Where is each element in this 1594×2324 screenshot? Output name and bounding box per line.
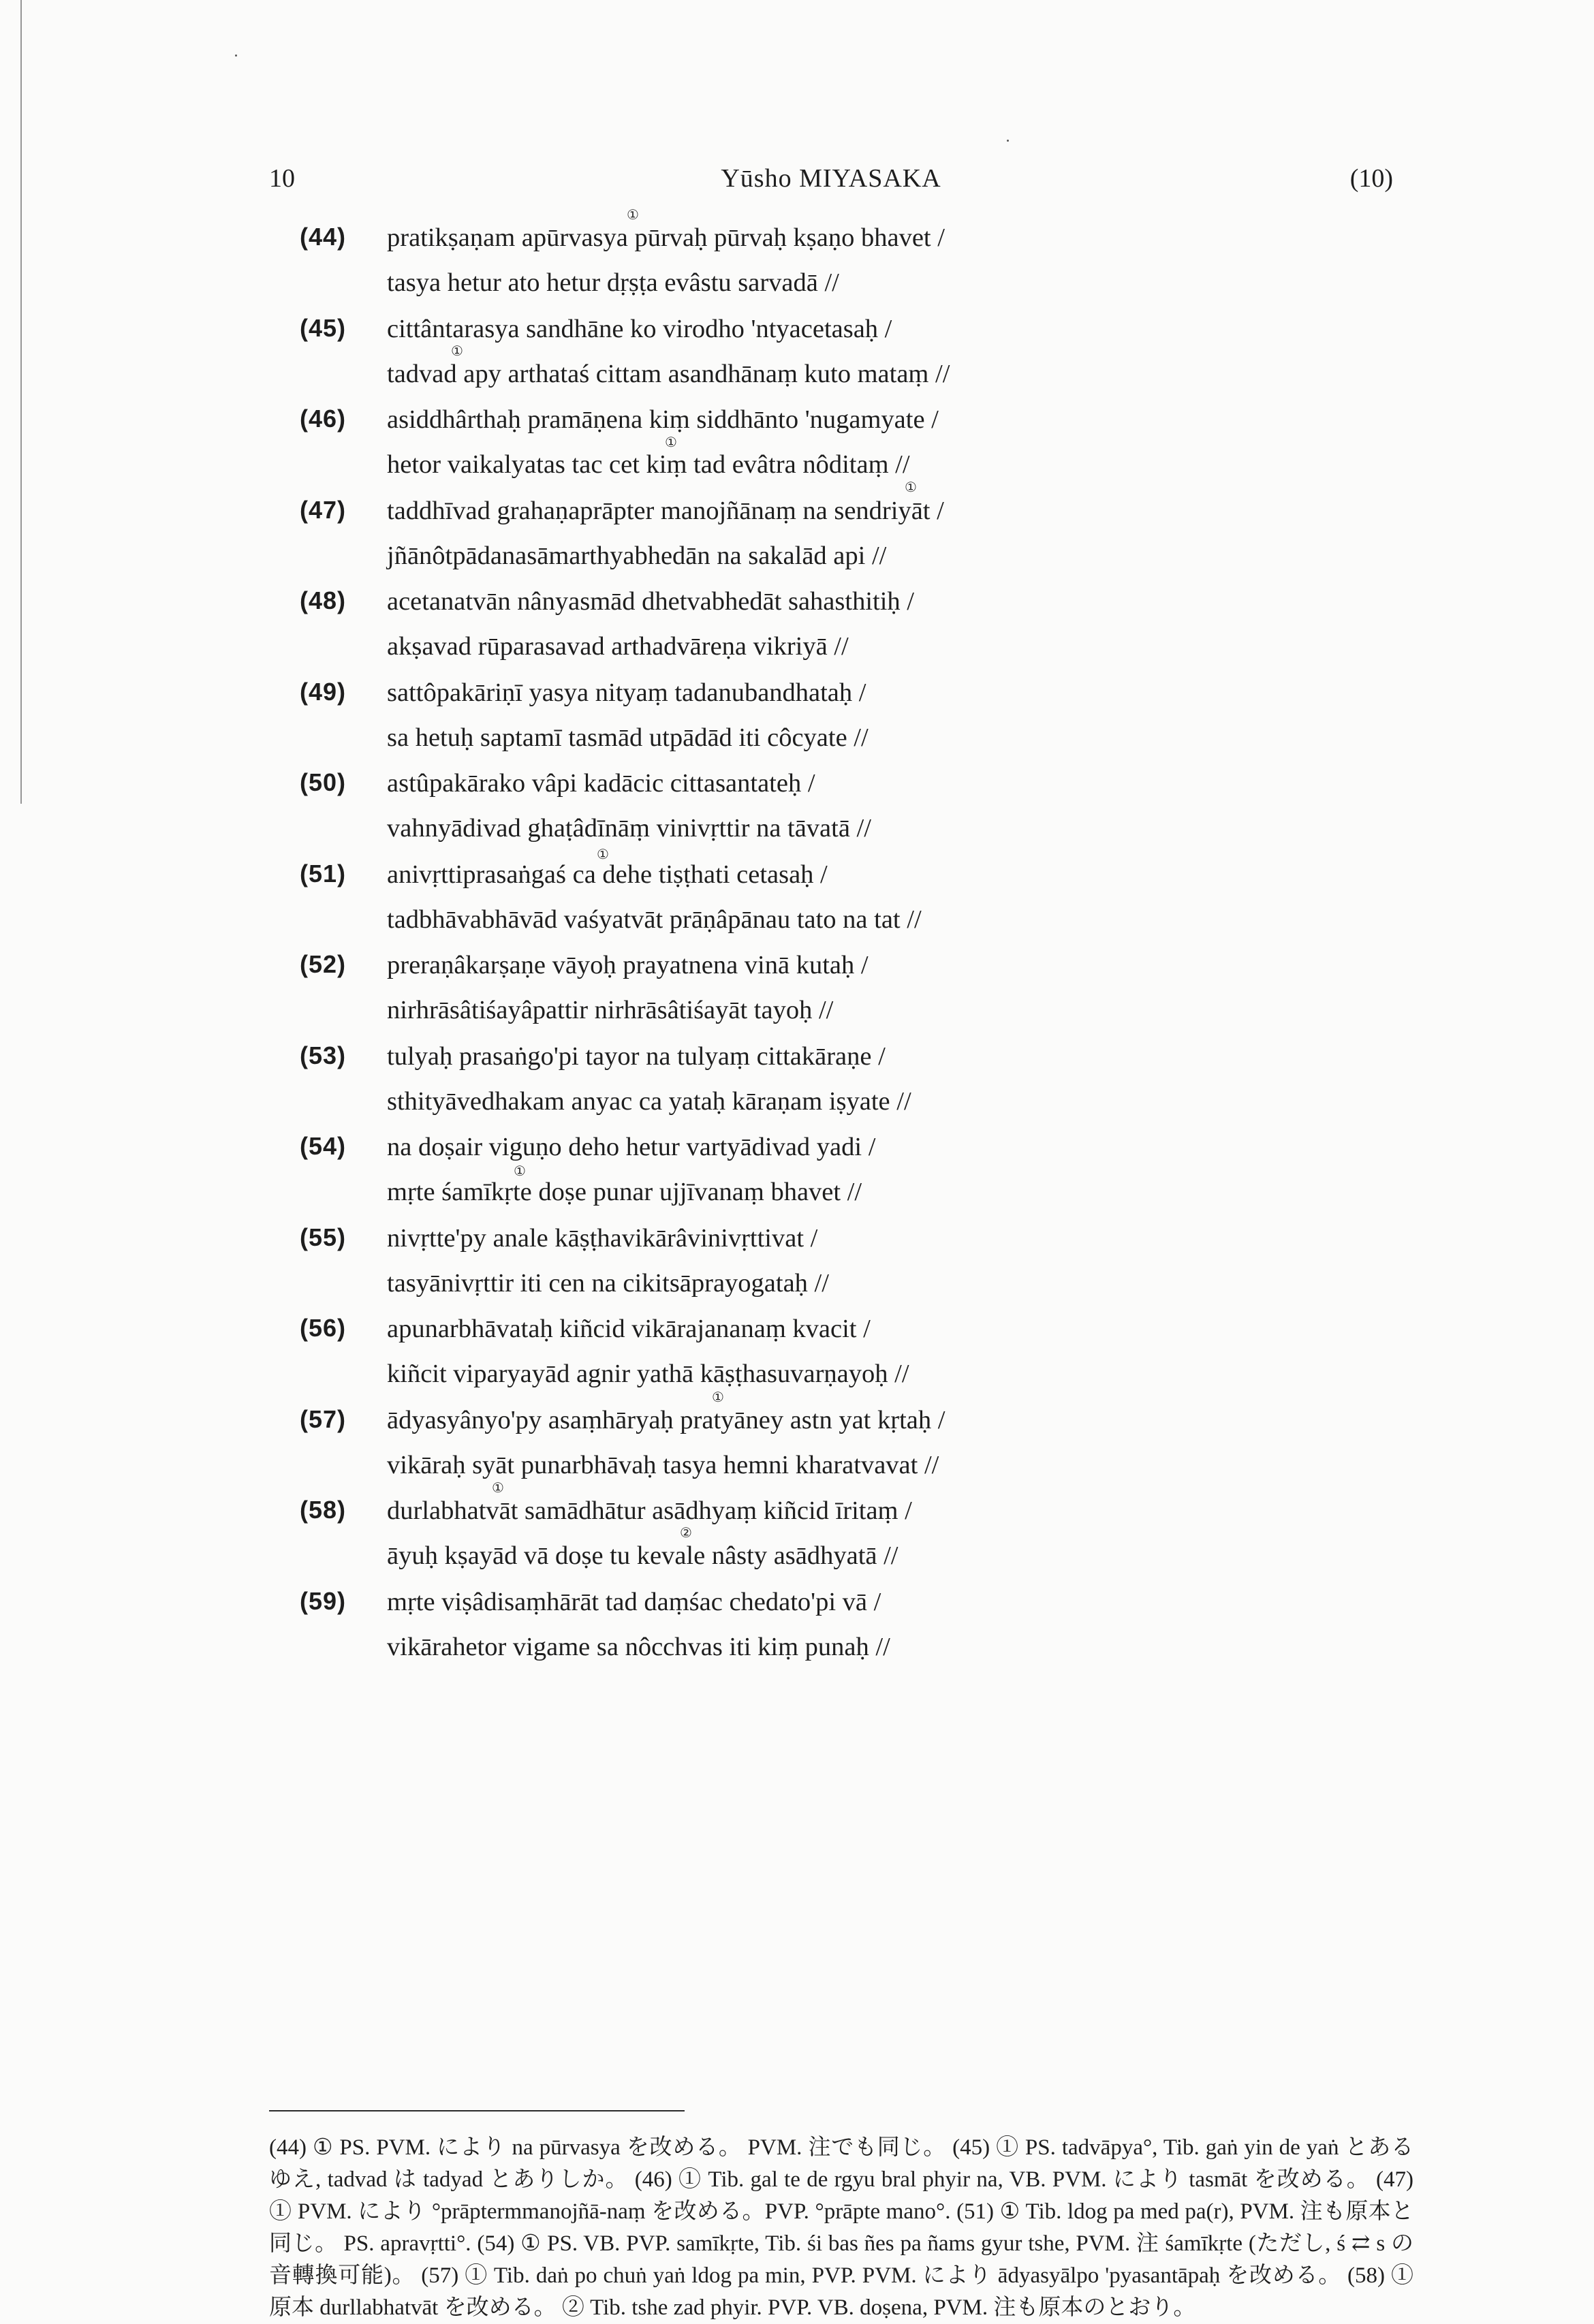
- verse-line-1: acetanatvān nânyasmād dhetvabhedāt sahasthitiḥ /: [387, 587, 914, 616]
- verse-line-1: mṛte viṣâdisaṃhārāt tad daṃśac chedato'pi vā /: [387, 1588, 881, 1616]
- verse-50: [300, 770, 1390, 852]
- note-mark: ①: [665, 434, 677, 450]
- verse-line-1: ādyasyânyo'py asaṃhāryaḥ pratyāney astn yat kṛtaḥ /: [387, 1406, 946, 1434]
- verse-number: (56): [300, 1314, 347, 1342]
- note-mark: ①: [451, 343, 463, 359]
- verse-49: [300, 680, 1390, 761]
- verse-line-1: anivṛttiprasaṅgaś ca dehe tiṣṭhati cetasaḥ /: [387, 860, 828, 889]
- verse-54: [300, 1134, 1390, 1216]
- note-mark: ①: [627, 206, 639, 223]
- running-title-author: Yūsho MIYASAKA: [721, 164, 941, 193]
- running-header: [269, 163, 1393, 204]
- verse-line-2: nirhrāsâtiśayâpattir nirhrāsâtiśayāt tayoḥ //: [387, 996, 834, 1024]
- verse-line-1: taddhīvad grahaṇaprāpter manojñānaṃ na sendriyāt /: [387, 497, 944, 525]
- scan-edge-line: [20, 0, 22, 804]
- verse-57: [300, 1407, 1390, 1489]
- note-mark: ①: [597, 846, 609, 862]
- verse-number: (48): [300, 586, 347, 614]
- verse-line-1: preraṇâkarṣaṇe vāyoḥ prayatnena vinā kutaḥ /: [387, 951, 869, 979]
- verse-line-2: mṛte śamīkṛte doṣe punar ujjīvanaṃ bhavet //: [387, 1178, 862, 1206]
- verse-number: (44): [300, 223, 347, 251]
- footnote-rule: [269, 2110, 685, 2111]
- verse-number: (45): [300, 314, 347, 342]
- verse-number: (53): [300, 1041, 347, 1069]
- verse-56: [300, 1316, 1390, 1398]
- verse-number: (52): [300, 950, 347, 978]
- verse-line-1: durlabhatvāt samādhātur asādhyaṃ kiñcid īritaṃ /: [387, 1496, 912, 1525]
- verse-number: (49): [300, 678, 347, 706]
- verse-line-2: tadbhāvabhāvād vaśyatvāt prāṇâpānau tato na tat //: [387, 905, 922, 934]
- scan-speck: [235, 54, 237, 57]
- verse-number: (51): [300, 860, 347, 888]
- verse-line-1: cittântarasya sandhāne ko virodho 'ntyacetasaḥ /: [387, 315, 892, 343]
- verse-line-1: tulyaḥ prasaṅgo'pi tayor na tulyaṃ cittakāraṇe /: [387, 1042, 886, 1071]
- verse-45: [300, 316, 1390, 398]
- verse-line-1: pratikṣaṇam apūrvasya pūrvaḥ pūrvaḥ kṣaṇo bhavet /: [387, 223, 945, 252]
- note-mark: ①: [905, 479, 917, 495]
- footnotes: (44) ① PS. PVM. により na pūrvasya を改める。 PVM. 注でも同じ。 (45) ① PS. tadvāpya°, Tib. gaṅ yin de yaṅ とあるゆえ, tadvad は tadyad とありしか。 (46) ① Tib. gal te de rgyu bral phyir na, VB. PVM. により tasmāt を改める。 (47) ① PVM. により °prāptermmanojñā-naṃ を改める。PVP. °prāpte mano°. (51) ① Tib. ldog pa med pa(r), PVM. 注も原本と同じ。 PS. apravṛtti°. (54) ① PS. VB. PVP. samīkṛte, Tib. śi bas ñes pa ñams gyur tshe, PVM. 注 śamīkṛte (ただし, ś ⇄ s の音轉換可能)。 (57) ① Tib. daṅ po chuṅ yaṅ ldog pa min, PVP. PVM. により ādyasyālpo 'pyasantāpaḥ を改める。 (58) ① 原本 durllabhatvāt を改める。 ② Tib. tshe zad phyir. PVP. VB. doṣena, PVM. 注も原本のとおり。: [269, 2135, 1413, 2320]
- verse-line-1: na doṣair viguṇo deho hetur vartyādivad yadi /: [387, 1133, 876, 1161]
- verse-line-1: nivṛtte'py anale kāṣṭhavikārâvinivṛttivat /: [387, 1224, 818, 1253]
- verse-51: [300, 862, 1390, 943]
- verse-line-2: hetor vaikalyatas tac cet kiṃ tad evâtra nôditaṃ //: [387, 450, 910, 479]
- verse-line-2: jñānôtpādanasāmarthyabhedān na sakalād api //: [387, 541, 887, 570]
- verse-47: [300, 498, 1390, 580]
- verse-55: [300, 1225, 1390, 1307]
- verse-line-2: tasyānivṛttir iti cen na cikitsāprayogataḥ //: [387, 1269, 829, 1298]
- scan-speck: [1007, 140, 1009, 142]
- page-number: 10: [269, 164, 295, 193]
- verse-58: [300, 1498, 1390, 1580]
- verse-line-1: apunarbhāvataḥ kiñcid vikārajananaṃ kvacit /: [387, 1315, 871, 1343]
- verse-line-2: sthityāvedhakam anyac ca yataḥ kāraṇam iṣyate //: [387, 1087, 911, 1116]
- verse-number: (55): [300, 1223, 347, 1251]
- verse-46: [300, 407, 1390, 488]
- verse-number: (58): [300, 1496, 347, 1524]
- verse-line-2: vikārahetor vigame sa nôcchvas iti kiṃ punaḥ //: [387, 1633, 890, 1661]
- verse-line-2: vikāraḥ syāt punarbhāvaḥ tasya hemni kharatvavat //: [387, 1451, 939, 1479]
- verse-line-2: akṣavad rūparasavad arthadvāreṇa vikriyā //: [387, 632, 849, 661]
- page-number-paren: (10): [1349, 164, 1393, 193]
- note-mark: ②: [680, 1524, 692, 1541]
- note-mark: ①: [514, 1163, 526, 1179]
- verse-line-1: astûpakārako vâpi kadācic cittasantateḥ /: [387, 769, 815, 798]
- note-mark: ①: [712, 1389, 724, 1405]
- verse-line-2: kiñcit viparyayād agnir yathā kāṣṭhasuvarṇayoḥ //: [387, 1360, 909, 1388]
- verse-59: [300, 1589, 1390, 1671]
- verse-53: [300, 1043, 1390, 1125]
- verse-line-1: sattôpakāriṇī yasya nityaṃ tadanubandhataḥ /: [387, 678, 866, 707]
- verse-line-2: tasya hetur ato hetur dṛṣṭa evâstu sarvadā //: [387, 268, 839, 297]
- verse-52: [300, 952, 1390, 1034]
- verse-48: [300, 588, 1390, 670]
- verse-number: (46): [300, 405, 347, 433]
- verse-line-2: sa hetuḥ saptamī tasmād utpādād iti côcyate //: [387, 723, 869, 752]
- verse-number: (54): [300, 1132, 347, 1160]
- verse-line-2: vahnyādivad ghaṭâdīnāṃ vinivṛttir na tāvatā //: [387, 814, 871, 843]
- verse-number: (57): [300, 1405, 347, 1433]
- verse-number: (59): [300, 1587, 347, 1615]
- verse-number: (47): [300, 496, 347, 524]
- verse-44: [300, 225, 1390, 307]
- note-mark: ①: [492, 1479, 504, 1496]
- verse-line-1: asiddhârthaḥ pramāṇena kiṃ siddhānto 'nugamyate /: [387, 405, 939, 434]
- verse-line-2: tadvad apy arthataś cittam asandhānaṃ kuto mataṃ //: [387, 360, 950, 388]
- verse-line-2: āyuḥ kṣayād vā doṣe tu kevale nâsty asādhyatā //: [387, 1541, 898, 1570]
- verse-number: (50): [300, 768, 347, 796]
